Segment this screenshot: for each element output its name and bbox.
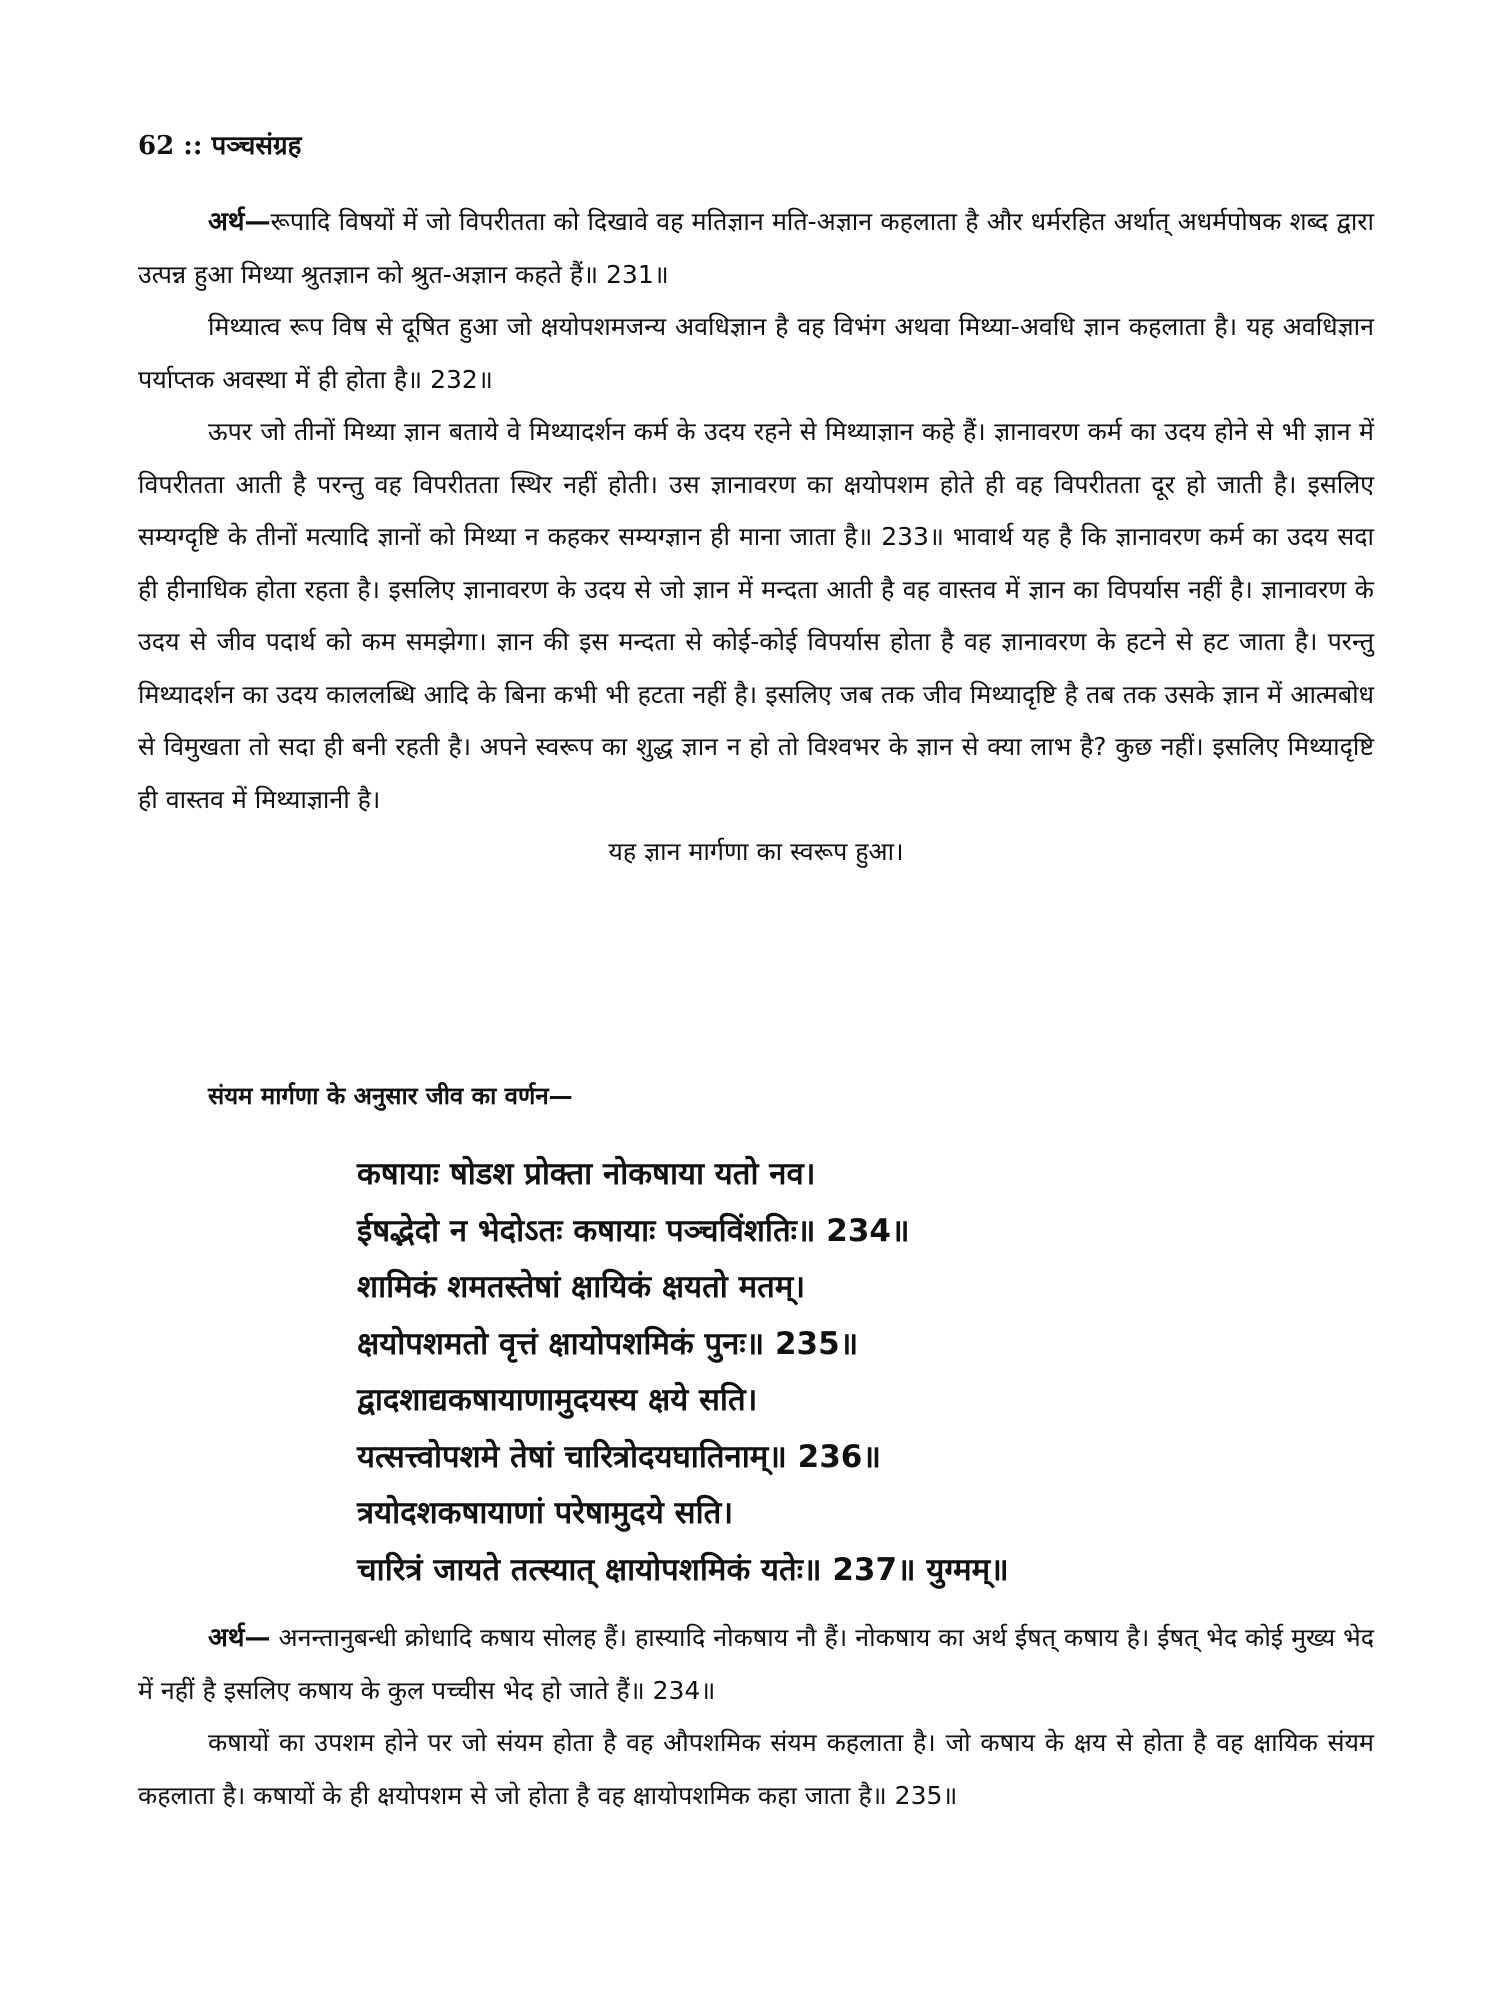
paragraph-text: ऊपर जो तीनों मिथ्या ज्ञान बताये वे मिथ्यादर्शन कर्म के उदय रहने से मिथ्याज्ञान कहे हैं। ज्ञानावरण कर्म का उदय होने से भी ज्ञान में विपरीतता आती है परन्तु वह विपरीतता स्थिर नहीं होती। उस ज्ञानावरण का क्षयोपशम होते ही वह विपरीतता दूर हो जाती है। इसलिए सम्यग्दृष्टि के तीनों मत्यादि ज्ञानों को मिथ्या न कहकर सम्यग्ज्ञान ही माना जाता है॥ 233॥ भावार्थ यह है कि ज्ञानावरण कर्म का उदय सदा ही हीनाधिक होता रहता है। इसलिए ज्ञानावरण के उदय से जो ज्ञान में मन्दता आती है वह वास्तव में ज्ञान का विपर्यास नहीं है। ज्ञानावरण के उदय से जीव पदार्थ को कम समझेगा। ज्ञान की इस मन्दता से कोई-कोई विपर्यास होता है वह ज्ञानावरण के हटने से हट जाता है। परन्तु मिथ्यादर्शन का उदय काललब्धि आदि के बिना कभी भी हटता नहीं है। इसलिए जब तक जीव मिथ्यादृष्टि है तब तक उसके ज्ञान में आत्मबोध से विमुखता तो सदा ही बनी रहती है। अपने स्वरूप का शुद्ध ज्ञान न हो तो विश्वभर के ज्ञान से क्या लाभ है? कुछ नहीं। इसलिए मिथ्यादृष्टि ही वास्तव में मिथ्याज्ञानी है। xyxy=(138,417,1374,814)
verse-line xyxy=(357,1203,1377,1260)
paragraph-232 xyxy=(138,301,1374,406)
verse-line xyxy=(357,1316,1377,1373)
paragraph-text: रूपादि विषयों में जो विपरीतता को दिखावे वह मतिज्ञान मति-अज्ञान कहलाता है और धर्मरहित अर्थात् अधर्मपोषक शब्द द्वारा उत्पन्न हुआ मिथ्या श्रुतज्ञान को श्रुत-अज्ञान कहते हैं॥ 231॥ xyxy=(138,207,1374,289)
verse-text: द्वादशाद्यकषायाणामुदयस्य क्षये सति। xyxy=(357,1382,758,1418)
verse-text: चारित्रं जायते तत्स्यात् क्षायोपशमिकं यतेः॥ xyxy=(357,1551,833,1588)
paragraph-233 xyxy=(138,406,1374,826)
paragraph-234 xyxy=(138,1612,1374,1717)
verse-line xyxy=(357,1485,1377,1542)
verse-text: क्षयोपशमतो वृत्तं क्षायोपशमिकं पुनः॥ xyxy=(357,1325,775,1362)
verse-text: यत्सत्त्वोपशमे तेषां चारित्रोदयघातिनाम्॥ xyxy=(357,1438,798,1475)
verse-line xyxy=(357,1259,1377,1316)
paragraph-lead: अर्थ— xyxy=(208,1623,271,1653)
verse-text: त्रयोदशकषायाणां परेषामुदये सति। xyxy=(357,1495,734,1531)
verse-line xyxy=(357,1146,1377,1203)
paragraph-text: कषायों का उपशम होने पर जो संयम होता है वह औपशमिक संयम कहलाता है। जो कषाय के क्षय से होता है वह क्षायिक संयम कहलाता है। कषायों के ही क्षयोपशम से जो होता है वह क्षायोपशमिक कहा जाता है॥ 235॥ xyxy=(138,1728,1374,1810)
bottom-section xyxy=(138,1612,1374,1822)
paragraph-235 xyxy=(138,1717,1374,1822)
verse-number: 234॥ xyxy=(826,1212,910,1249)
section-heading: संयम मार्गणा के अनुसार जीव का वर्णन— xyxy=(208,1082,573,1110)
verse-number: 235॥ xyxy=(774,1325,859,1362)
running-head: 62 :: पञ्चसंग्रह xyxy=(138,131,302,161)
section-closing: यह ज्ञान मार्गणा का स्वरूप हुआ। xyxy=(608,837,904,866)
verse-line xyxy=(357,1542,1377,1599)
paragraph-231 xyxy=(138,196,1374,301)
top-section xyxy=(138,196,1374,879)
verse-text: ईषद्भेदो न भेदोऽतः कषायाः पञ्चविंशतिः॥ xyxy=(357,1212,827,1249)
paragraph-lead: अर्थ— xyxy=(208,207,271,237)
verse-block xyxy=(357,1146,1377,1598)
paragraph-text: अनन्तानुबन्धी क्रोधादि कषाय सोलह हैं। हास्यादि नोकषाय नौ हैं। नोकषाय का अर्थ ईषत् कषाय है। ईषत् भेद कोई मुख्य भेद में नहीं है इसलिए कषाय के कुल पच्चीस भेद हो जाते हैं॥ 234॥ xyxy=(138,1623,1374,1705)
verse-line xyxy=(357,1429,1377,1486)
verse-line xyxy=(357,1372,1377,1429)
verse-text: शामिकं शमतस्तेषां क्षायिकं क्षयतो मतम्। xyxy=(357,1269,806,1305)
verse-text: कषायाः षोडश प्रोक्ता नोकषाया यतो नव। xyxy=(357,1156,816,1192)
verse-number: 236॥ xyxy=(797,1438,881,1475)
verse-number: 237॥ युग्मम्॥ xyxy=(832,1551,1009,1588)
paragraph-text: मिथ्यात्व रूप विष से दूषित हुआ जो क्षयोपशमजन्य अवधिज्ञान है वह विभंग अथवा मिथ्या-अवधि ज्ञान कहलाता है। यह अवधिज्ञान पर्याप्तक अवस्था में ही होता है॥ 232॥ xyxy=(138,312,1374,394)
